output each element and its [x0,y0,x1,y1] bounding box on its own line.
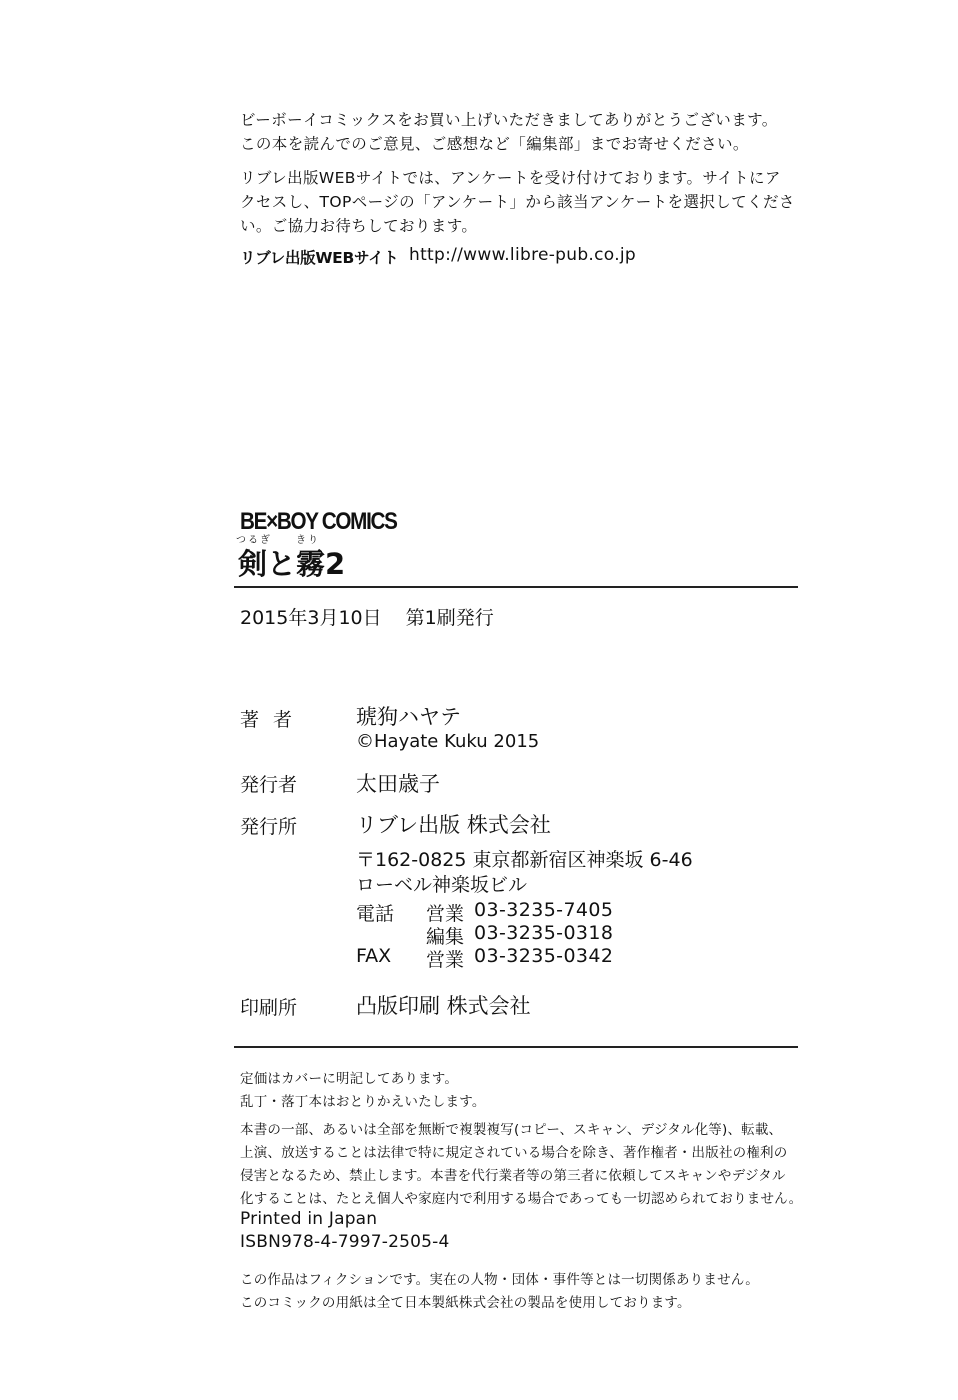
intro-line-4: クセスし、TOPページの「アンケート」から該当アンケートを選択してくださ [240,193,795,211]
edition: 第1刷発行 [405,607,494,629]
publication-date-line [240,603,494,630]
fax-sales-label: 営業 [426,949,465,971]
fiction-note: この作品はフィクションです。実在の人物・団体・事件等とは一切関係ありません。 [240,1272,759,1288]
address-line-1: 〒162-0825 東京都新宿区神楽坂 6-46 [356,849,693,871]
tel-sales-number: 03-3235-7405 [474,899,614,921]
title-ruby-tsurugi: つるぎ [236,535,272,546]
exchange-note: 乱丁・落丁本はおとりかえいたします。 [240,1094,486,1110]
isbn: ISBN978-4-7997-2505-4 [240,1232,450,1252]
intro-line-2: この本を読んでのご意見、ご感想など「編集部」までお寄せください。 [240,135,749,153]
printer-label: 印刷所 [240,997,298,1019]
paper-note: このコミックの用紙は全て日本製紙株式会社の製品を使用しております。 [240,1295,691,1311]
website-label: リブレ出版WEBサイト [240,249,399,267]
tel-sales-label: 営業 [426,903,465,925]
tel-editorial-number: 03-3235-0318 [474,922,614,944]
author-label: 著者 [240,709,307,731]
fax-label: FAX [356,945,392,967]
publisher-name: 太田歳子 [356,772,440,796]
copyright-warning-line-3: 侵害となるため、禁止します。本書を代行業者等の第三者に依頼してスキャンやデジタル [240,1168,786,1184]
title-divider [234,586,798,588]
colophon-divider [234,1046,798,1048]
publishing-house: リブレ出版 株式会社 [356,813,551,837]
printed-in: Printed in Japan [240,1209,378,1229]
book-title: 剣と霧2 [238,547,346,581]
printer-name: 凸版印刷 株式会社 [356,994,531,1018]
website-url[interactable]: http://www.libre-pub.co.jp [409,245,637,265]
publishing-house-label: 発行所 [240,816,298,838]
intro-line-5: い。ご協力お待ちしております。 [240,217,478,235]
copyright-warning-line-4: 化することは、たとえ個人や家庭内で利用する場合であっても一切認められておりません。 [240,1191,803,1207]
publication-date: 2015年3月10日 [240,607,382,629]
fax-sales-number: 03-3235-0342 [474,945,614,967]
author-name: 琥狗ハヤテ [356,705,461,729]
price-note: 定価はカバーに明記してあります。 [240,1071,459,1087]
address-line-2: ローベル神楽坂ビル [356,874,528,896]
intro-line-1: ビーボーイコミックスをお買い上げいただきましてありがとうございます。 [240,111,778,129]
tel-label: 電話 [356,903,395,925]
intro-line-3: リブレ出版WEBサイトでは、アンケートを受け付けております。サイトにア [240,169,781,187]
tel-editorial-label: 編集 [426,926,465,948]
copyright-warning-line-1: 本書の一部、あるいは全部を無断で複製複写(コピー、スキャン、デジタル化等)、転載、 [240,1122,783,1138]
copyright-notice: ©Hayate Kuku 2015 [356,731,540,752]
publisher-label: 発行者 [240,774,298,796]
copyright-warning-line-2: 上演、放送することは法律で特に規定されている場合を除き、著作権者・出版社の権利の [240,1145,788,1161]
series-name: BE×BOY COMICS [240,508,397,535]
title-ruby-kiri: きり [296,535,320,546]
